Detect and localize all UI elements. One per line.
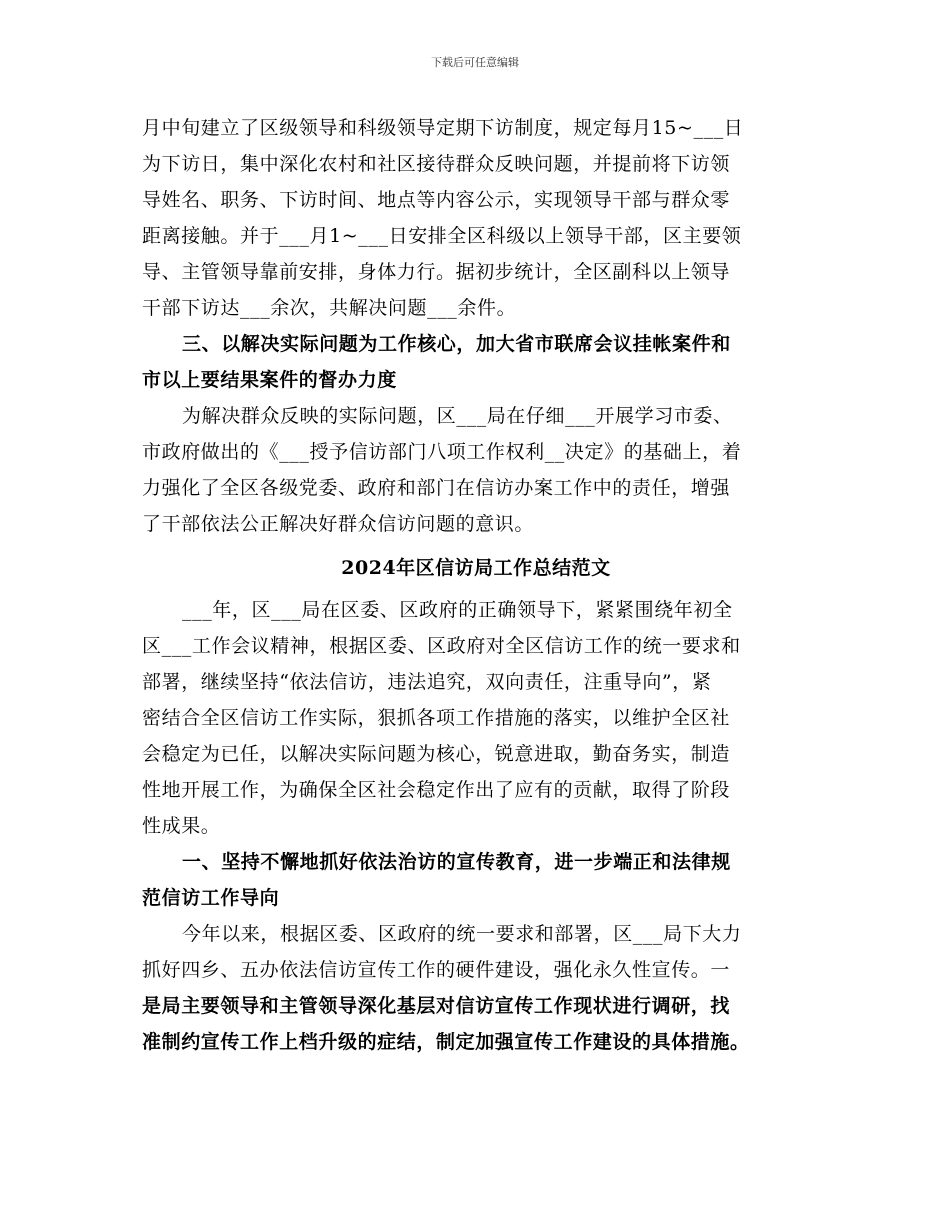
section-heading-three bbox=[142, 326, 810, 398]
text-line: 干部下访达___余次，共解决问题___余件。 bbox=[142, 297, 517, 319]
text-line-bold: 准制约宣传工作上档升级的症结，制定加强宣传工作建设的具体措施。 bbox=[142, 1031, 750, 1053]
text-line: 月中旬建立了区级领导和科级领导定期下访制度，规定每月15~___日 bbox=[142, 117, 744, 139]
text-line: 性成果。 bbox=[142, 815, 221, 837]
text-line: 区___工作会议精神，根据区委、区政府对全区信访工作的统一要求和 bbox=[142, 635, 741, 657]
text-line: 力强化了全区各级党委、政府和部门在信访办案工作中的责任，增强 bbox=[142, 477, 731, 499]
paragraph-publicity bbox=[142, 916, 810, 1060]
text-line: 密结合全区信访工作实际，狠抓各项工作措施的落实，以维护全区社 bbox=[142, 707, 731, 729]
heading-line: 范信访工作导向 bbox=[142, 887, 280, 909]
text-line: 性地开展工作，为确保全区社会稳定作出了应有的贡献，取得了阶段 bbox=[142, 779, 731, 801]
page-header: 下载后可任意编辑 bbox=[431, 56, 519, 69]
text-line: ___年，区___局在区委、区政府的正确领导下，紧紧围绕年初全 bbox=[182, 599, 733, 621]
text-line: 为解决群众反映的实际问题，区___局在仔细___开展学习市委、 bbox=[182, 405, 733, 427]
heading-line: 一、坚持不懈地抓好依法治访的宣传教育，进一步端正和法律规 bbox=[182, 851, 731, 873]
document-body bbox=[142, 110, 810, 1060]
text-line: 为下访日，集中深化农村和社区接待群众反映问题，并提前将下访领 bbox=[142, 153, 731, 175]
text-line: 部署，继续坚持“依法信访，违法追究，双向责任，注重导向”，紧 bbox=[142, 671, 712, 693]
paragraph-visit-system bbox=[142, 110, 810, 326]
text-line: 今年以来，根据区委、区政府的统一要求和部署，区___局下大力 bbox=[182, 923, 742, 945]
text-line: 会稳定为已任，以解决实际问题为核心，锐意进取，勤奋务实，制造 bbox=[142, 743, 731, 765]
paragraph-solve-problems bbox=[142, 398, 810, 542]
text-line: 距离接触。并于___月1~___日安排全区科级以上领导干部，区主要领 bbox=[142, 225, 742, 247]
heading-line: 三、以解决实际问题为工作核心，加大省市联席会议挂帐案件和 bbox=[182, 333, 731, 355]
text-line: 导、主管领导靠前安排，身体力行。据初步统计，全区副科以上领导 bbox=[142, 261, 731, 283]
document-title: 2024年区信访局工作总结范文 bbox=[341, 557, 611, 579]
text-line-bold: 是局主要领导和主管领导深化基层对信访宣传工作现状进行调研，找 bbox=[142, 995, 731, 1017]
text-line: 市政府做出的《___授予信访部门八项工作权利__决定》的基础上，着 bbox=[142, 441, 742, 463]
section-heading-one bbox=[142, 844, 810, 916]
text-line: 了干部依法公正解决好群众信访问题的意识。 bbox=[142, 513, 535, 535]
heading-line: 市以上要结果案件的督办力度 bbox=[142, 369, 397, 391]
text-line: 导姓名、职务、下访时间、地点等内容公示，实现领导干部与群众零 bbox=[142, 189, 731, 211]
text-line: 抓好四乡、五办依法信访宣传工作的硬件建设，强化永久性宣传。一 bbox=[142, 959, 731, 981]
paragraph-annual-summary bbox=[142, 592, 810, 844]
